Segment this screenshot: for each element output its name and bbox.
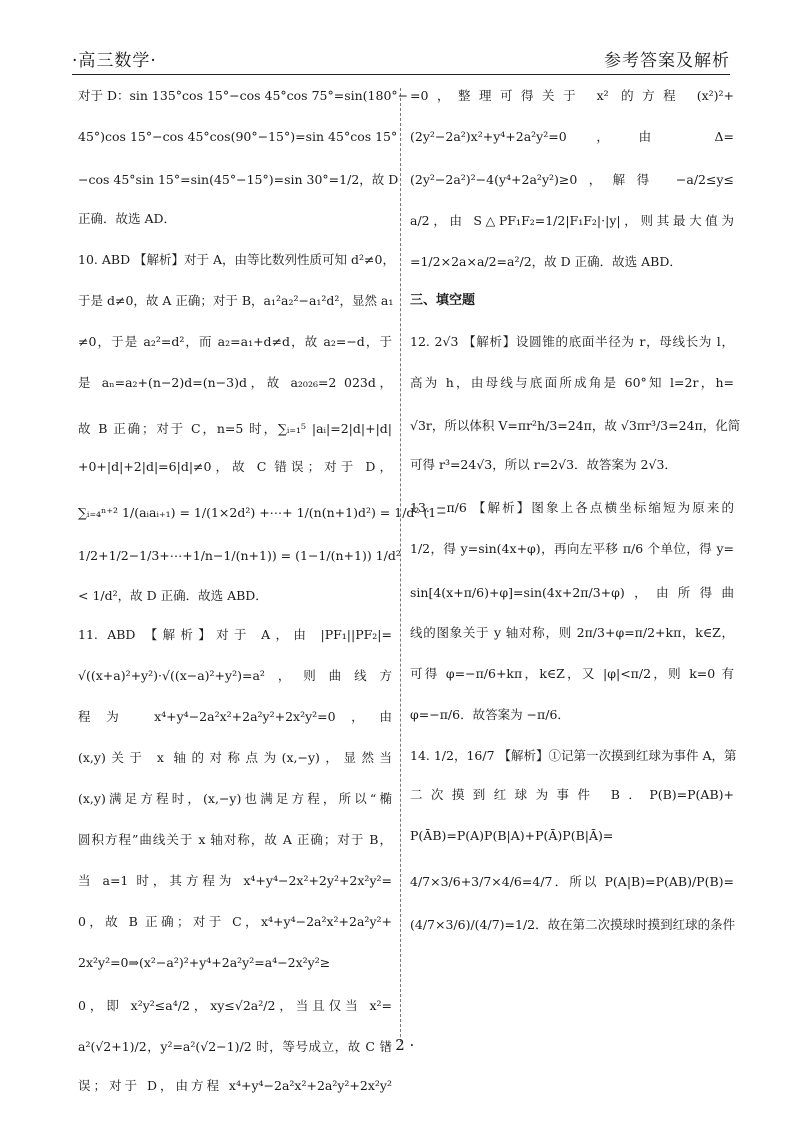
answer-10-line: 10. ABD 【解析】对于 A，由等比数列性质可知 d²≠0， bbox=[78, 252, 395, 267]
text-line: √3r，所以体积 V=πr²h/3=24π，故 √3πr³/3=24π，化简 bbox=[410, 418, 741, 433]
text-line: 45°)cos 15°−cos 45°cos(90°−15°)=sin 45°cos 15° bbox=[78, 129, 398, 144]
answer-11-line: 11. ABD 【解析】对于 A，由 |PF₁||PF₂|= bbox=[78, 627, 392, 642]
text-line: 可得 r³=24√3，所以 r=2√3．故答案为 2√3． bbox=[410, 457, 677, 472]
text-line: 4/7×3/6+3/7×4/6=4/7．所以 P(A|B)=P(AB)/P(B)= bbox=[410, 874, 734, 889]
formula-line: 1/2+1/2−1/3+⋯+1/n−1/(n+1)) = (1−1/(n+1)) 1/d² bbox=[78, 548, 401, 563]
section-title-right: 参考答案及解析 bbox=[604, 51, 730, 71]
answer-12-line: 12. 2√3 【解析】设圆锥的底面半径为 r，母线长为 l， bbox=[410, 334, 734, 349]
text-line: 对于 D：sin 135°cos 15°−cos 45°cos 75°=sin(180°− bbox=[78, 88, 409, 103]
text-line: 当 a=1 时，其方程为 x⁴+y⁴−2x²+2y²+2x²y²= bbox=[78, 873, 392, 888]
subject-title: ·高三数学· bbox=[72, 51, 157, 71]
text-line: 程为 x⁴+y⁴−2a²x²+2a²y²+2x²y²=0，由 bbox=[78, 709, 392, 724]
text-line: a²(√2+1)/2，y²=a²(√2−1)/2 时，等号成立，故 C 错 bbox=[78, 1039, 392, 1054]
answer-13-line: 13. −π/6 【解析】图象上各点横坐标缩短为原来的 bbox=[410, 500, 734, 515]
right-column bbox=[410, 86, 741, 1044]
text-line: 于是 d≠0，故 A 正确；对于 B，a₁²a₂²−a₁²d²，显然 a₁ bbox=[78, 293, 394, 308]
text-line: 误；对于 D，由方程 x⁴+y⁴−2a²x²+2a²y²+2x²y² bbox=[78, 1078, 392, 1093]
text-line: 正确．故选 AD． bbox=[78, 211, 177, 226]
text-line: 1/2，得 y=sin(4x+φ)，再向左平移 π/6 个单位，得 y= bbox=[410, 541, 734, 556]
text-line: φ=−π/6．故答案为 −π/6． bbox=[410, 707, 570, 722]
text-line: 是 aₙ=a₂+(n−2)d=(n−3)d，故 a₂₀₂₆=2 023d， bbox=[78, 375, 392, 390]
text-line: 0，即 x²y²≤a⁴/2，xy≤√2a²/2，当且仅当 x²= bbox=[78, 998, 392, 1013]
text-line: 圆积方程”曲线关于 x 轴对称，故 A 正确；对于 B， bbox=[78, 832, 392, 847]
text-line: =0，整理可得关于 x² 的方程 (x²)²+ bbox=[410, 88, 734, 103]
text-line: 二次摸到红球为事件 B．P(B)=P(AB)+ bbox=[410, 787, 734, 802]
text-line: (x,y)关于 x 轴的对称点为(x,−y)，显然当 bbox=[78, 750, 392, 765]
page-number: · 2 · bbox=[385, 1036, 415, 1054]
text-line: +0+|d|+2|d|=6|d|≠0，故 C 错误；对于 D， bbox=[78, 459, 392, 474]
text-line: (2y²−2a²)x²+y⁴+2a²y²=0，由 Δ= bbox=[410, 129, 734, 144]
text-line: ≠0，于是 a₂²=d²，而 a₂=a₁+d≠d，故 a₂=−d，于 bbox=[78, 334, 392, 349]
fill-in-blank-heading: 三、填空题 bbox=[410, 293, 476, 308]
formula-line: ∑ᵢ₌₄ⁿ⁺² 1/(aᵢaᵢ₊₁) = 1/(1×2d²) +⋯+ 1/(n(n+1)d²) = 1/d² (1− bbox=[78, 505, 447, 520]
text-line: sin[4(x+π/6)+φ]=sin(4x+2π/3+φ)，由所得曲 bbox=[410, 585, 734, 600]
text-line: 0，故 B 正确；对于 C，x⁴+y⁴−2a²x²+2a²y²+ bbox=[78, 914, 392, 929]
text-line: 2x²y²=0⇒(x²−a²)²+y⁴+2a²y²=a⁴−2x²y²≥ bbox=[78, 955, 331, 970]
text-line: a/2，由 S△PF₁F₂=1/2|F₁F₂|·|y|，则其最大值为 bbox=[410, 213, 734, 228]
text-line: < 1/d²，故 D 正确．故选 ABD． bbox=[78, 588, 268, 603]
text-line: P(ĀB)=P(A)P(B|A)+P(Ā)P(B|Ā)= bbox=[410, 828, 614, 843]
text-line: √((x+a)²+y²)·√((x−a)²+y²)=a²，则曲线方 bbox=[78, 668, 392, 683]
text-line: 高为 h，由母线与底面所成角是 60°知 l=2r，h= bbox=[410, 375, 734, 390]
text-line: 线的图象关于 y 轴对称，则 2π/3+φ=π/2+kπ，k∈Z， bbox=[410, 625, 734, 640]
text-line: (x,y)满足方程时，(x,−y)也满足方程，所以“椭 bbox=[78, 791, 392, 806]
text-line: =1/2×2a×a/2=a²/2，故 D 正确．故选 ABD． bbox=[410, 254, 682, 269]
text-line: 故 B 正确；对于 C，n=5 时，∑ᵢ₌₁⁵ |aᵢ|=2|d|+|d| bbox=[78, 421, 392, 436]
page-header bbox=[72, 40, 730, 75]
text-line: (2y²−2a²)²−4(y⁴+2a²y²)≥0，解得 −a/2≤y≤ bbox=[410, 172, 734, 187]
column-divider bbox=[400, 88, 401, 1042]
text-line: −cos 45°sin 15°=sin(45°−15°)=sin 30°=1/2，故 D bbox=[78, 172, 399, 187]
text-line: 可得 φ=−π/6+kπ，k∈Z，又 |φ|<π/2，则 k=0 有 bbox=[410, 666, 734, 681]
answer-14-line: 14. 1/2，16/7 【解析】①记第一次摸到红球为事件 A，第 bbox=[410, 748, 737, 763]
text-line: (4/7×3/6)/(4/7)=1/2．故在第二次摸球时摸到红球的条件 bbox=[410, 917, 736, 932]
